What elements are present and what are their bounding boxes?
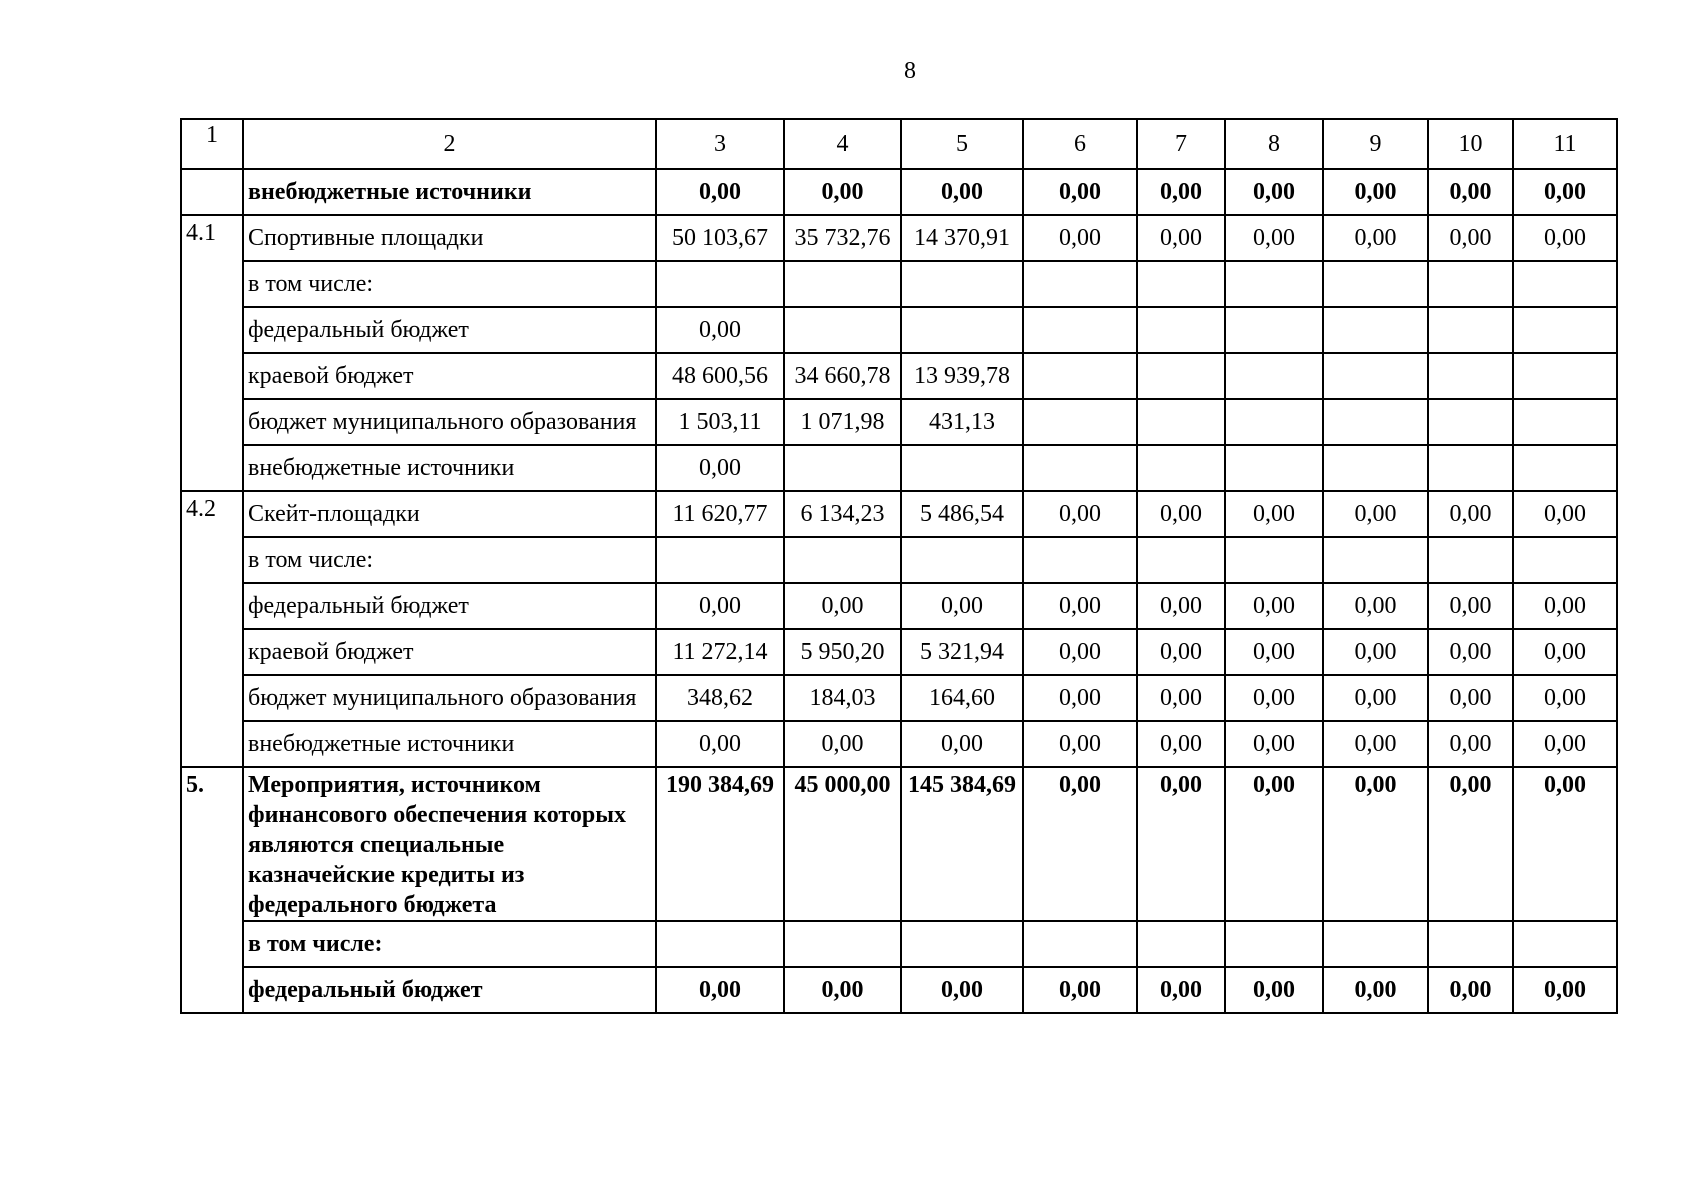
value-cell: 0,00	[1513, 215, 1617, 261]
value-cell: 50 103,67	[656, 215, 784, 261]
value-cell	[1225, 921, 1323, 967]
value-cell	[1513, 353, 1617, 399]
value-cell: 0,00	[1225, 967, 1323, 1013]
value-cell	[1137, 353, 1225, 399]
value-cell: 0,00	[1137, 215, 1225, 261]
value-cell	[1513, 921, 1617, 967]
table-row	[181, 675, 1617, 721]
column-header: 8	[1225, 119, 1323, 169]
value-cell: 5 950,20	[784, 629, 901, 675]
value-cell: 0,00	[1137, 169, 1225, 215]
value-cell: 145 384,69	[901, 767, 1023, 921]
value-cell: 35 732,76	[784, 215, 901, 261]
value-cell	[1513, 537, 1617, 583]
table-row	[181, 537, 1617, 583]
table-row	[181, 353, 1617, 399]
value-cell: 0,00	[1428, 215, 1513, 261]
value-cell: 0,00	[901, 169, 1023, 215]
value-cell	[1137, 921, 1225, 967]
value-cell	[1225, 537, 1323, 583]
value-cell	[1225, 399, 1323, 445]
value-cell	[1428, 353, 1513, 399]
value-cell: 48 600,56	[656, 353, 784, 399]
value-cell	[1323, 307, 1428, 353]
row-number-cell: 5.	[181, 767, 243, 1013]
value-cell: 0,00	[1428, 491, 1513, 537]
table-row	[181, 445, 1617, 491]
value-cell: 0,00	[1023, 169, 1137, 215]
column-header: 6	[1023, 119, 1137, 169]
value-cell: 0,00	[1513, 767, 1617, 921]
value-cell: 0,00	[1323, 767, 1428, 921]
table-row	[181, 215, 1617, 261]
row-label-cell: внебюджетные источники	[243, 445, 656, 491]
value-cell: 0,00	[656, 721, 784, 767]
value-cell	[1137, 307, 1225, 353]
row-label-cell: внебюджетные источники	[243, 169, 656, 215]
column-header: 1	[181, 119, 243, 169]
table-row	[181, 583, 1617, 629]
value-cell	[1428, 307, 1513, 353]
value-cell	[901, 307, 1023, 353]
row-label-cell: бюджет муниципального образования	[243, 399, 656, 445]
value-cell: 0,00	[1137, 967, 1225, 1013]
value-cell: 0,00	[1428, 967, 1513, 1013]
value-cell: 1 503,11	[656, 399, 784, 445]
value-cell	[1225, 261, 1323, 307]
table-row	[181, 491, 1617, 537]
row-number-cell: 4.1	[181, 215, 243, 491]
value-cell: 0,00	[901, 583, 1023, 629]
column-header: 10	[1428, 119, 1513, 169]
value-cell	[1428, 261, 1513, 307]
value-cell	[1323, 445, 1428, 491]
column-header: 11	[1513, 119, 1617, 169]
value-cell: 0,00	[1323, 169, 1428, 215]
value-cell	[1137, 445, 1225, 491]
value-cell	[1323, 353, 1428, 399]
value-cell: 0,00	[1225, 675, 1323, 721]
value-cell: 0,00	[1323, 491, 1428, 537]
value-cell: 0,00	[1023, 215, 1137, 261]
value-cell	[1428, 445, 1513, 491]
value-cell: 0,00	[656, 169, 784, 215]
value-cell	[901, 921, 1023, 967]
value-cell: 0,00	[1137, 767, 1225, 921]
value-cell	[1428, 399, 1513, 445]
value-cell: 0,00	[784, 721, 901, 767]
value-cell: 5 321,94	[901, 629, 1023, 675]
value-cell: 0,00	[1428, 629, 1513, 675]
column-header: 5	[901, 119, 1023, 169]
column-header: 3	[656, 119, 784, 169]
value-cell	[1137, 261, 1225, 307]
budget-table	[180, 118, 1618, 1014]
value-cell: 0,00	[1023, 491, 1137, 537]
value-cell: 0,00	[1513, 721, 1617, 767]
value-cell: 0,00	[1225, 169, 1323, 215]
value-cell	[656, 261, 784, 307]
value-cell: 0,00	[656, 967, 784, 1013]
column-header: 2	[243, 119, 656, 169]
value-cell: 0,00	[1225, 491, 1323, 537]
value-cell	[1023, 445, 1137, 491]
value-cell	[1023, 399, 1137, 445]
value-cell: 0,00	[1323, 215, 1428, 261]
table-row	[181, 921, 1617, 967]
value-cell: 0,00	[1513, 629, 1617, 675]
value-cell: 45 000,00	[784, 767, 901, 921]
table-row	[181, 261, 1617, 307]
value-cell: 0,00	[1023, 583, 1137, 629]
value-cell: 0,00	[1023, 767, 1137, 921]
row-label-cell: в том числе:	[243, 921, 656, 967]
value-cell	[656, 921, 784, 967]
value-cell: 0,00	[1428, 767, 1513, 921]
table-body	[181, 119, 1617, 1013]
value-cell: 0,00	[1323, 721, 1428, 767]
value-cell: 34 660,78	[784, 353, 901, 399]
value-cell	[901, 537, 1023, 583]
row-label-cell: Мероприятия, источником финансового обеспечения которых являются специальные казначейские кредиты из федерального бюджета	[243, 767, 656, 921]
value-cell	[1023, 307, 1137, 353]
value-cell: 0,00	[784, 583, 901, 629]
value-cell	[1023, 921, 1137, 967]
value-cell: 0,00	[1428, 583, 1513, 629]
value-cell: 0,00	[1023, 967, 1137, 1013]
value-cell: 0,00	[1323, 967, 1428, 1013]
value-cell	[1323, 261, 1428, 307]
value-cell: 0,00	[1023, 675, 1137, 721]
value-cell	[1513, 445, 1617, 491]
value-cell	[1023, 353, 1137, 399]
value-cell: 0,00	[656, 445, 784, 491]
value-cell: 0,00	[1137, 491, 1225, 537]
row-label-cell: внебюджетные источники	[243, 721, 656, 767]
value-cell: 6 134,23	[784, 491, 901, 537]
page-number: 8	[904, 58, 916, 84]
value-cell: 1 071,98	[784, 399, 901, 445]
row-label-cell: Спортивные площадки	[243, 215, 656, 261]
column-header: 9	[1323, 119, 1428, 169]
value-cell: 0,00	[784, 967, 901, 1013]
value-cell: 0,00	[901, 967, 1023, 1013]
value-cell	[901, 445, 1023, 491]
value-cell	[784, 307, 901, 353]
value-cell	[1023, 537, 1137, 583]
value-cell: 0,00	[656, 583, 784, 629]
value-cell	[1513, 399, 1617, 445]
value-cell: 0,00	[656, 307, 784, 353]
value-cell: 0,00	[1137, 721, 1225, 767]
value-cell	[1225, 307, 1323, 353]
row-label-cell: краевой бюджет	[243, 353, 656, 399]
value-cell: 0,00	[1428, 169, 1513, 215]
table-row	[181, 629, 1617, 675]
row-label-cell: в том числе:	[243, 537, 656, 583]
table-row	[181, 767, 1617, 921]
value-cell: 0,00	[1428, 675, 1513, 721]
value-cell	[784, 445, 901, 491]
value-cell: 0,00	[1137, 583, 1225, 629]
value-cell: 0,00	[1225, 721, 1323, 767]
table-row	[181, 399, 1617, 445]
row-number-cell	[181, 169, 243, 215]
value-cell	[1428, 537, 1513, 583]
value-cell: 11 620,77	[656, 491, 784, 537]
value-cell: 14 370,91	[901, 215, 1023, 261]
column-header: 4	[784, 119, 901, 169]
row-number-cell: 4.2	[181, 491, 243, 767]
value-cell: 184,03	[784, 675, 901, 721]
header-row	[181, 119, 1617, 169]
value-cell: 0,00	[1225, 215, 1323, 261]
value-cell: 0,00	[1023, 721, 1137, 767]
table-row	[181, 169, 1617, 215]
row-label-cell: Скейт-площадки	[243, 491, 656, 537]
value-cell: 190 384,69	[656, 767, 784, 921]
value-cell	[1023, 261, 1137, 307]
value-cell: 0,00	[1137, 629, 1225, 675]
value-cell: 348,62	[656, 675, 784, 721]
value-cell: 0,00	[1323, 629, 1428, 675]
table-row	[181, 721, 1617, 767]
value-cell	[1323, 921, 1428, 967]
value-cell: 0,00	[784, 169, 901, 215]
value-cell: 0,00	[1323, 583, 1428, 629]
value-cell	[1137, 399, 1225, 445]
value-cell: 164,60	[901, 675, 1023, 721]
column-header: 7	[1137, 119, 1225, 169]
value-cell: 0,00	[901, 721, 1023, 767]
value-cell	[1428, 921, 1513, 967]
value-cell	[1513, 307, 1617, 353]
table-row	[181, 967, 1617, 1013]
value-cell	[901, 261, 1023, 307]
row-label-cell: краевой бюджет	[243, 629, 656, 675]
value-cell: 11 272,14	[656, 629, 784, 675]
value-cell	[1513, 261, 1617, 307]
value-cell	[1225, 353, 1323, 399]
value-cell: 0,00	[1513, 491, 1617, 537]
value-cell: 0,00	[1023, 629, 1137, 675]
value-cell	[784, 537, 901, 583]
value-cell: 0,00	[1513, 583, 1617, 629]
value-cell	[784, 261, 901, 307]
value-cell	[1323, 399, 1428, 445]
value-cell: 0,00	[1513, 169, 1617, 215]
value-cell: 0,00	[1323, 675, 1428, 721]
value-cell	[784, 921, 901, 967]
value-cell	[1323, 537, 1428, 583]
value-cell: 0,00	[1137, 675, 1225, 721]
value-cell	[1225, 445, 1323, 491]
value-cell: 0,00	[1513, 967, 1617, 1013]
value-cell: 431,13	[901, 399, 1023, 445]
value-cell: 0,00	[1225, 767, 1323, 921]
row-label-cell: федеральный бюджет	[243, 307, 656, 353]
row-label-cell: федеральный бюджет	[243, 583, 656, 629]
value-cell: 13 939,78	[901, 353, 1023, 399]
value-cell: 0,00	[1225, 629, 1323, 675]
table-row	[181, 307, 1617, 353]
value-cell	[1137, 537, 1225, 583]
value-cell: 0,00	[1513, 675, 1617, 721]
value-cell: 0,00	[1225, 583, 1323, 629]
value-cell: 0,00	[1428, 721, 1513, 767]
row-label-cell: в том числе:	[243, 261, 656, 307]
row-label-cell: бюджет муниципального образования	[243, 675, 656, 721]
value-cell	[656, 537, 784, 583]
value-cell: 5 486,54	[901, 491, 1023, 537]
row-label-cell: федеральный бюджет	[243, 967, 656, 1013]
